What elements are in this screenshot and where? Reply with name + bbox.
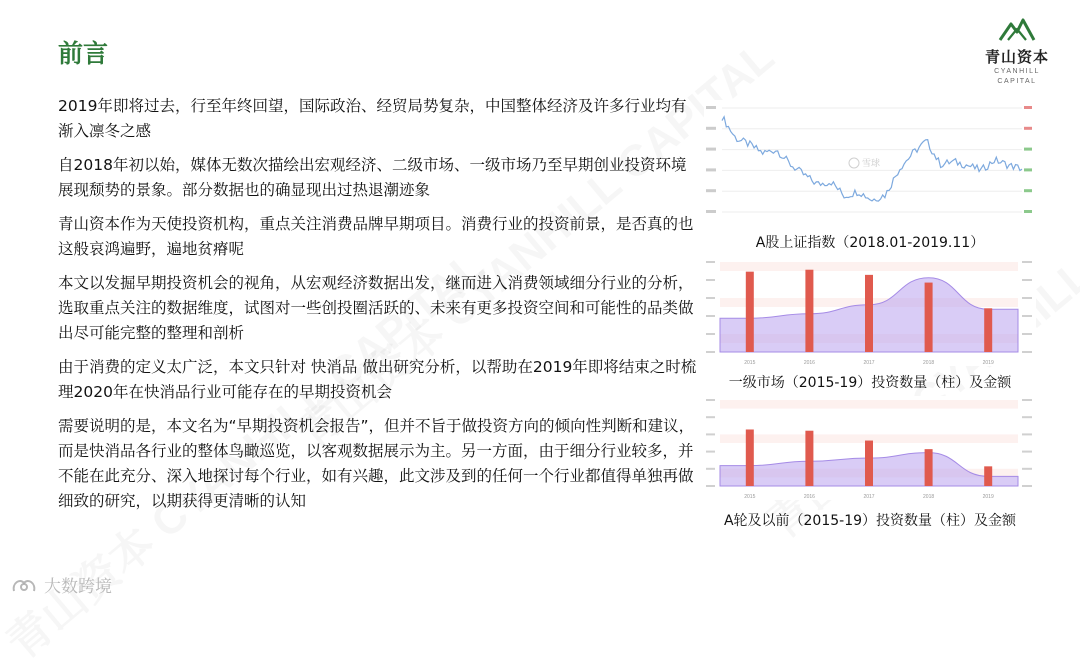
company-logo: [978, 16, 1056, 96]
category-tick-label: 2017: [863, 360, 875, 366]
paragraph: 自2018年初以始，媒体无数次描绘出宏观经济、二级市场、一级市场乃至早期创业投资环境展现颓势的景象。部分数据也的确显现出过热退潮迹象: [58, 156, 687, 199]
stock-index-caption: A股上证指数（2018.01-2019.11）: [755, 235, 985, 251]
tick-mark: [1022, 261, 1032, 263]
mountain-logo-icon: [978, 16, 1056, 46]
category-tick-label: 2017: [863, 494, 875, 500]
count-bar: [805, 270, 813, 352]
count-bar: [865, 275, 873, 352]
tick-mark: [706, 106, 716, 109]
chart-watermark-icon: [849, 158, 859, 168]
tick-mark: [706, 168, 716, 171]
series-a-chart: [704, 396, 1036, 500]
tick-mark: [1024, 210, 1032, 213]
footer-brand: [10, 572, 112, 597]
category-tick-label: 2018: [923, 360, 935, 366]
page-title: 前言: [58, 39, 109, 68]
primary-market-chart: [704, 258, 1036, 366]
count-bar: [984, 308, 992, 352]
stock-index-chart: [704, 100, 1036, 224]
paragraph: 青山资本作为天使投资机构，重点关注消费品牌早期项目。消费行业的投资前景，是否真的也这般哀鸿遍野，遍地贫瘠呢: [58, 215, 694, 258]
tick-mark: [706, 351, 715, 353]
tick-mark: [706, 148, 716, 151]
count-bar: [746, 272, 754, 352]
tick-mark: [706, 261, 715, 263]
grid-band: [720, 417, 1018, 426]
category-tick-label: 2019: [982, 494, 994, 500]
paragraph: 2019年即将过去，行至年终回望，国际政治、经贸局势复杂，中国整体经济及许多行业均有渐入凛冬之感: [58, 97, 687, 140]
tick-mark: [706, 210, 716, 213]
category-tick-label: 2019: [982, 360, 994, 366]
category-tick-label: 2016: [803, 360, 815, 366]
count-bar: [925, 283, 933, 352]
tick-mark: [706, 189, 716, 192]
logo-name: 青山资本: [984, 48, 1049, 66]
paragraph: 由于消费的定义太广泛，本文只针对 快消品 做出研究分析，以帮助在2019年即将结束之时梳理2020年在快消品行业可能存在的早期投资机会: [58, 358, 697, 401]
tick-mark: [706, 127, 716, 130]
paragraph: 需要说明的是，本文名为“早期投资机会报告”，但并不旨于做投资方向的倾向性判断和建议，而是快消品各行业的整体鸟瞰巡览，以客观数据展示为主。另一方面，由于细分行业较多，并不能在此充分、深入地探讨每个行业，如有兴趣，此文涉及到的任何一个行业都值得单独再做细致的研究，以期获得更清晰的认知: [58, 417, 695, 510]
tick-mark: [1024, 106, 1032, 109]
count-bar: [984, 466, 992, 486]
tick-mark: [706, 451, 715, 453]
paragraph: 本文以发掘早期投资机会的视角，从宏观经济数据出发，继而进入消费领域细分行业的分析，选取重点关注的数据维度，试图对一些创投圈活跃的、未来有更多投资空间和可能性的品类做出尽可能完整的整理和剖析: [58, 274, 694, 342]
tick-mark: [1022, 468, 1032, 470]
tick-mark: [706, 315, 715, 317]
logo-english-line1: CYANHILL: [994, 68, 1040, 75]
tick-mark: [1022, 433, 1032, 435]
tick-mark: [706, 433, 715, 435]
tick-mark: [706, 416, 715, 418]
category-tick-label: 2015: [744, 494, 756, 500]
tick-mark: [706, 333, 715, 335]
tick-mark: [1024, 148, 1032, 151]
tick-mark: [706, 485, 715, 487]
tick-mark: [1022, 351, 1032, 353]
count-bar: [865, 441, 873, 486]
tick-mark: [1022, 333, 1032, 335]
tick-mark: [1022, 485, 1032, 487]
tick-mark: [706, 399, 715, 401]
tick-mark: [1022, 451, 1032, 453]
tick-mark: [706, 297, 715, 299]
category-tick-label: 2018: [923, 494, 935, 500]
grid-band: [720, 262, 1018, 271]
tick-mark: [706, 279, 715, 281]
series-a-caption: A轮及以前（2015-19）投资数量（柱）及金额: [723, 513, 1017, 529]
category-tick-label: 2015: [744, 360, 756, 366]
count-bar: [925, 449, 933, 486]
logo-english-line2: CAPITAL: [997, 78, 1037, 85]
stock-index-svg: [704, 100, 1036, 224]
primary-market-svg: [704, 258, 1036, 366]
grid-band: [720, 400, 1018, 409]
tick-mark: [1022, 279, 1032, 281]
tick-mark: [1022, 297, 1032, 299]
tick-mark: [1022, 315, 1032, 317]
count-bar: [746, 429, 754, 486]
tick-mark: [1022, 399, 1032, 401]
tick-mark: [1024, 189, 1032, 192]
tick-mark: [1024, 127, 1032, 130]
intro-text: [58, 94, 698, 523]
count-bar: [805, 431, 813, 486]
brand-mark-icon: [10, 575, 38, 595]
footer-brand-text: 大数跨境: [44, 577, 112, 597]
tick-mark: [706, 468, 715, 470]
tick-mark: [1024, 168, 1032, 171]
chart-watermark-text: 雪球: [862, 158, 881, 168]
tick-mark: [1022, 416, 1032, 418]
primary-market-caption: 一级市场（2015-19）投资数量（柱）及金额: [728, 375, 1012, 391]
category-tick-label: 2016: [803, 494, 815, 500]
series-a-svg: [704, 396, 1036, 500]
